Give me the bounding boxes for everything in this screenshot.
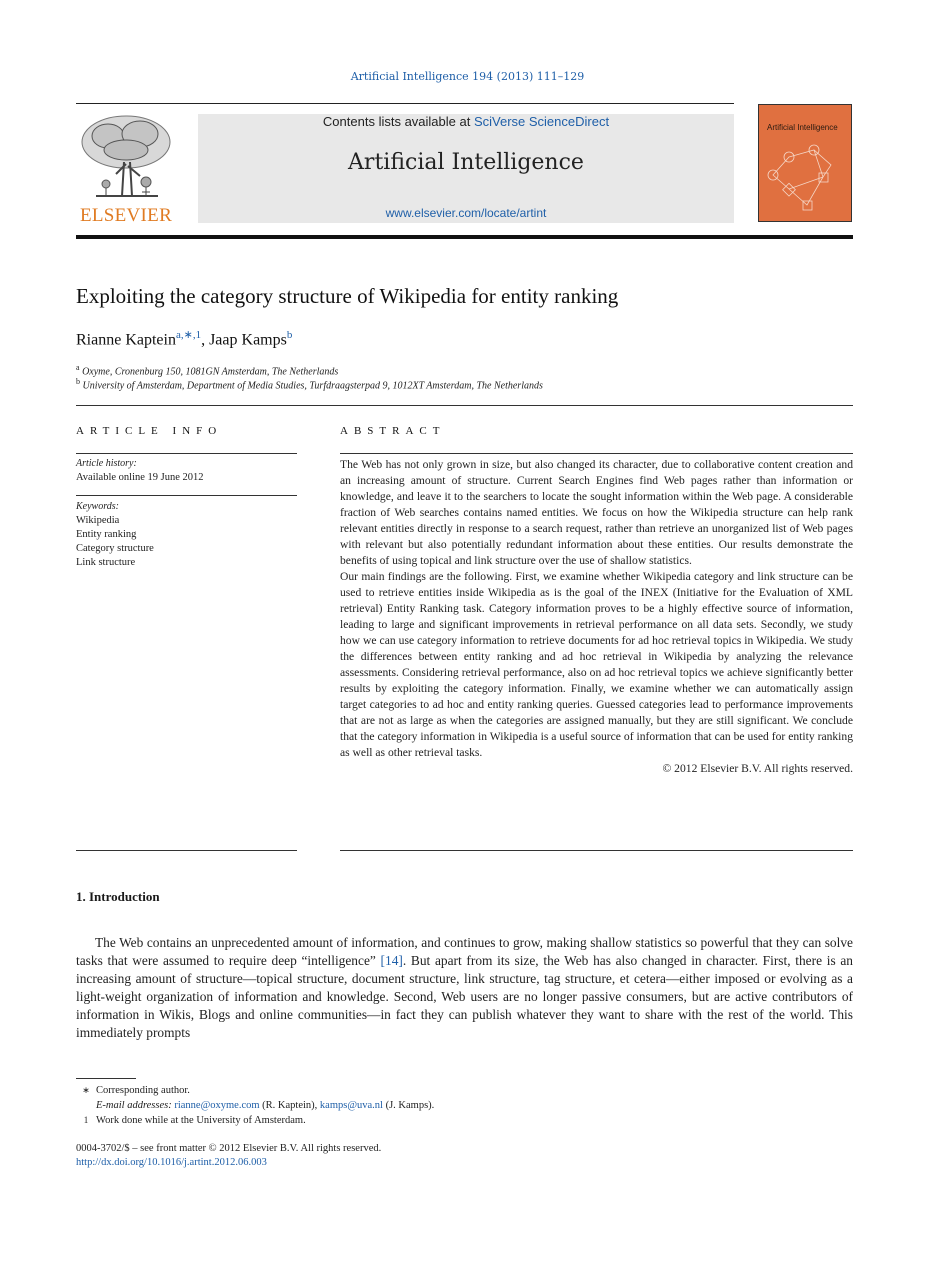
author-marks[interactable]: a,∗,1 [175,329,202,341]
sciencedirect-link[interactable]: SciVerse ScienceDirect [473,114,610,129]
intro-text: . But apart from its size, the Web has also changed in character. First, there is an increasing amount of structure—topical structure, document structure, link structure, tag structure, et cetera—either imposed or evolving as a light-weight organization of information and knowledge. Second, Web users are no longer passive consumers, but are active contributors of information in Wikis, Blogs and online communities—in fact they can publish whatever they want to share with the rest of the world. This immediately prompts [76,953,853,1040]
article-history: Available online 19 June 2012 [76,472,204,483]
section-heading-introduction: 1. Introduction [76,889,160,904]
footnote-rule [76,1078,136,1079]
journal-banner [198,114,734,223]
email-label: E-mail addresses: [96,1100,172,1111]
author-separator: , [201,331,210,349]
contents-prefix: Contents lists available at [322,114,474,129]
journal-homepage-link[interactable]: www.elsevier.com/locate/artint [385,206,547,220]
keywords-label: Keywords: [76,501,119,512]
contents-line [198,114,734,129]
divider [340,453,853,454]
introduction-paragraph [76,934,853,1042]
author-name[interactable]: Jaap Kamps [209,331,287,349]
doi-link[interactable]: http://dx.doi.org/10.1016/j.artint.2012.06.003 [76,1157,267,1168]
header-rule [76,103,734,104]
header-thick-rule [76,235,853,239]
cover-title: Artificial Intelligence [767,123,838,132]
reference-link[interactable]: [14] [380,953,403,968]
affiliation-a: $^a$ Oxyme, Cronenburg 150, 1081GN Amsterdam, The Netherlands [76,363,339,378]
abstract-paragraph: The Web has not only grown in size, but also changed its character, due to collaborative content creation and an increasing amount of structure. Current Search Engines find Web pages rather than information or knowledge, and leave it to the searchers to locate the sought information within the Web page. A considerable fraction of Web searches contains named entities. We focus on how the Wikipedia structure can help rank relevant entities directly in response to a search request, rather than retrieve an unorganized list of Web pages with relevant but also potentially redundant information about these entities. Our results demonstrate the benefits of using topical and link structure over the use of shallow statistics. [340,458,853,567]
divider [76,495,297,496]
issn-line: 0004-3702/$ – see front matter © 2012 Elsevier B.V. All rights reserved. [76,1143,382,1154]
section-rule [76,405,853,406]
email-link[interactable]: rianne@oxyme.com [174,1100,260,1111]
journal-name: Artificial Intelligence [348,150,584,175]
author-marks[interactable]: b [286,329,293,341]
footnote-corresponding: ∗ Corresponding author. [76,1085,190,1096]
divider [76,453,297,454]
divider [340,850,853,851]
footnote-mark: ∗ [82,1085,90,1095]
article-history-label: Article history: [76,458,137,469]
article-title: Exploiting the category structure of Wikipedia for entity ranking [76,284,619,308]
cover-graph-icon [759,105,851,221]
journal-citation[interactable]: Artificial Intelligence 194 (2013) 111–129 [350,70,585,83]
author-name[interactable]: Rianne Kaptein [76,331,176,349]
email-link[interactable]: kamps@uva.nl [319,1100,383,1111]
abstract-paragraph: Our main findings are the following. First, we examine whether Wikipedia category and link structure can be used to retrieve entities inside Wikipedia as is the goal of the INEX (Initiative for the Evaluation of XML retrieval) Entity Ranking task. Category information proves to be a highly effective source of information, leading to large and significant improvements in retrieval performance on all data sets. Secondly, we study how we can use category information to retrieve documents for ad hoc retrieval topics in Wikipedia. We study the differences between entity ranking and ad hoc retrieval in Wikipedia by analyzing the relevance assessments. Considering retrieval performance, also on ad hoc retrieval topics we achieve significantly better results by exploiting the category information. Finally, we examine whether we can automatically assign target categories to ad hoc and entity ranking queries. Guessed categories lead to performance improvements that are not as large as when the categories are assigned manually, but they are still significant. We conclude that the category information in Wikipedia is a useful source of information that can be used for entity ranking as well as other retrieval tasks. [340,570,853,759]
elsevier-logo [76,112,176,224]
footnote-mark: 1 [83,1115,89,1125]
abstract-heading: ABSTRACT [340,425,446,437]
keyword: Entity ranking [76,529,137,540]
affiliation-b: $^b$ University of Amsterdam, Department of Media Studies, Turfdraagsterpad 9, 1012XT Amsterdam, The Netherlands [76,377,543,392]
journal-cover[interactable] [758,104,852,222]
author-list [76,328,292,349]
footnote-1: 1 Work done while at the University of Amsterdam. [76,1115,306,1126]
abstract-body [340,457,853,777]
elsevier-wordmark: ELSEVIER [79,205,173,226]
keyword: Link structure [76,557,136,568]
divider [76,850,297,851]
tree-icon [76,112,176,204]
copyright-notice: © 2012 Elsevier B.V. All rights reserved. [662,762,853,775]
intro-text: The Web contains an unprecedented amount of information, and continues to grow, making shallow statistics so powerful that they can solve tasks that were assumed to require deep “intelligence” [76,935,853,968]
keyword: Category structure [76,543,154,554]
footnote-emails: E-mail addresses: rianne@oxyme.com (R. Kaptein), kamps@uva.nl (J. Kamps). [96,1100,435,1111]
article-info-heading: ARTICLE INFO [76,425,223,437]
keyword: Wikipedia [76,515,120,526]
